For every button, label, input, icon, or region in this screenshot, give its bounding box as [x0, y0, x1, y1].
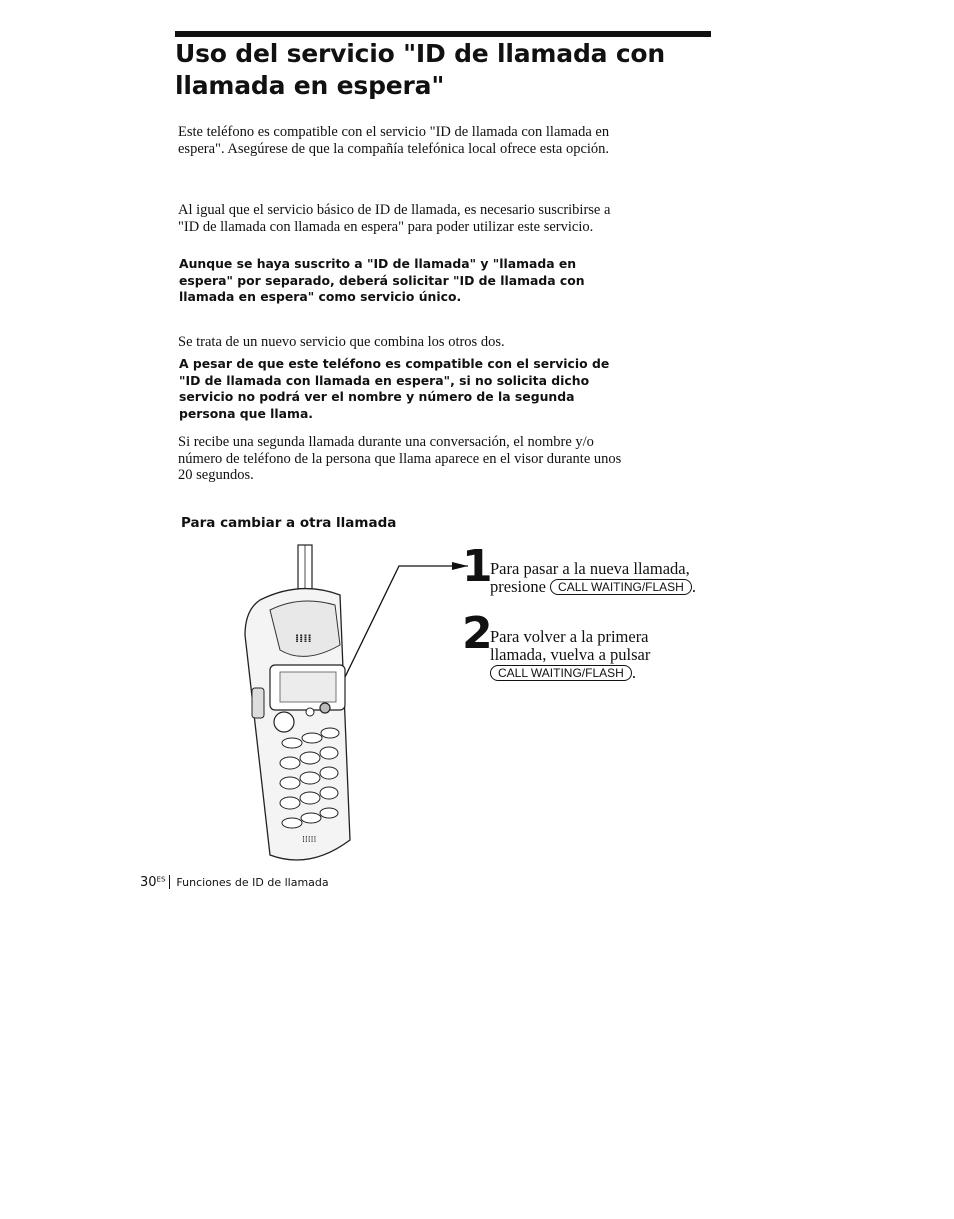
call-waiting-flash-key: CALL WAITING/FLASH: [490, 665, 632, 681]
svg-text:⁞⁞⁞⁞: ⁞⁞⁞⁞: [295, 632, 312, 645]
paragraph-second-call: Si recibe una segunda llamada durante una conversación, el nombre y/o número de teléfono de la persona que llama aparece en el visor durante unos 20 segundos.: [178, 434, 622, 483]
step-2-instruction: Para volver a la primera llamada, vuelva a pulsar: [490, 627, 651, 664]
step-1-text: [490, 560, 740, 596]
step-2-text: [490, 628, 680, 682]
paragraph-new-service: Se trata de un nuevo servicio que combina los otros dos.: [178, 334, 505, 350]
step-2-number: 2: [462, 608, 493, 659]
language-code: ES: [156, 875, 166, 884]
svg-text:⁞⁞⁞⁞⁞: ⁞⁞⁞⁞⁞: [302, 835, 317, 845]
page-number: 30: [140, 875, 157, 890]
step-1-period: .: [691, 577, 696, 596]
footer-divider: [169, 875, 170, 889]
paragraph-subscription: Al igual que el servicio básico de ID de llamada, es necesario suscribirse a "ID de llamada con llamada en espera" para poder utilizar este servicio.: [178, 202, 611, 235]
step-2-period: .: [631, 663, 636, 682]
page-title: Uso del servicio "ID de llamada con llamada en espera": [175, 39, 666, 100]
cordless-phone-illustration: [240, 540, 360, 870]
step-1-number: 1: [462, 541, 493, 592]
call-waiting-flash-key: CALL WAITING/FLASH: [550, 579, 692, 595]
note-separate-subscription: Aunque se haya suscrito a "ID de llamada" y "llamada en espera" por separado, deberá solicitar "ID de llamada con llamada en espera" como servicio único.: [179, 256, 585, 304]
section-name: Funciones de ID de llamada: [176, 876, 329, 889]
section-heading: Para cambiar a otra llamada: [181, 515, 397, 531]
note-not-subscribed: A pesar de que este teléfono es compatible con el servicio de "ID de llamada con llamada en espera", si no solicita dicho servicio no podrá ver el nombre y número de la segunda persona que llama.: [179, 356, 610, 421]
paragraph-intro: Este teléfono es compatible con el servicio "ID de llamada con llamada en espera". Asegúrese de que la compañía telefónica local ofrece esta opción.: [178, 124, 610, 157]
step-1-instruction: Para pasar a la nueva llamada, presione: [490, 559, 690, 596]
page-footer: [140, 875, 329, 890]
